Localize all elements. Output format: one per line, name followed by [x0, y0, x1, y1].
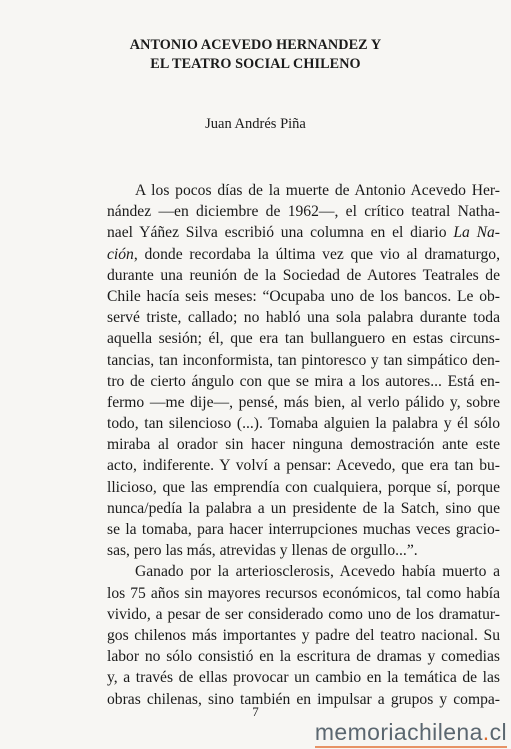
text-line-part: , donde recordaba la última vez que vio al dramaturgo,: [133, 245, 500, 263]
newspaper-name-italic: La Na-: [453, 224, 500, 242]
text-line: tancias, tan inconformista, tan pintoresco y tan simpático den-: [107, 351, 500, 369]
watermark-underline: [315, 746, 507, 748]
text-line: miraba al orador sin hacer ninguna demostración ante este: [107, 436, 500, 454]
chapter-title-line-1: ANTONIO ACEVEDO HERNANDEZ Y: [129, 37, 382, 53]
text-line: durante una reunión de la Sociedad de Autores Teatrales de: [107, 266, 500, 284]
text-line-with-italic: [107, 244, 500, 265]
chapter-title: [0, 36, 511, 74]
text-line: obras chilenas, sino también en impulsar a grupos y compa-: [107, 690, 500, 708]
watermark-logo: [315, 719, 507, 746]
text-line: A los pocos días de la muerte de Antonio Acevedo Her-: [135, 182, 500, 199]
watermark-domain: cl: [489, 719, 507, 745]
text-line: y, a través de ellas provocar un cambio en la temática de las: [107, 669, 500, 687]
watermark-text: memoriachilena: [314, 719, 483, 745]
chapter-title-line-2: EL TEATRO SOCIAL CHILENO: [150, 56, 361, 72]
watermark-dot: .: [482, 719, 490, 745]
text-line: nunca/pedía la palabra a un presidente de la Satch, sino que: [107, 499, 500, 517]
text-line: Chile hacía seis meses: “Ocupaba uno de los bancos. Le ob-: [107, 287, 500, 305]
body-text: [107, 180, 500, 710]
text-line: acto, indiferente. Y volví a pensar: Acevedo, que era tan bu-: [107, 457, 500, 475]
text-line: nández —en diciembre de 1962—, el crítico teatral Natha-: [107, 203, 500, 221]
text-line: todo, tan silencioso (...). Tomaba alguien la palabra y él sólo: [107, 415, 500, 433]
text-line: fermo —me dije—, pensé, más bien, al verlo pálido y, sobre: [107, 393, 500, 411]
text-line: vivido, a pesar de ser considerado como uno de los dramatur-: [107, 605, 500, 623]
text-line: los 75 años sin mayores recursos económicos, tal como había: [107, 584, 500, 602]
text-line: Ganado por la arteriosclerosis, Acevedo había muerto a: [135, 563, 500, 581]
text-line: sas, pero las más, atrevidas y llenas de orgullo...”.: [107, 542, 418, 560]
page-number: 7: [252, 704, 259, 719]
text-line: gos chilenos más importantes y padre del teatro nacional. Su: [107, 626, 500, 644]
text-line: servé triste, callado; no habló una sola palabra durante toda: [107, 309, 500, 327]
newspaper-name-italic-cont: ción: [107, 245, 134, 263]
author-name: Juan Andrés Piña: [205, 116, 306, 132]
text-line: se la tomaba, para hacer interrupciones muchas veces gracio-: [107, 521, 500, 538]
text-line: aquella sesión; él, que era tan bullanguero en estas circuns-: [107, 330, 500, 348]
text-line: labor no sólo consistió en la escritura de dramas y comedias: [107, 648, 500, 666]
text-line-with-italic: [107, 222, 500, 243]
text-line: llicioso, que las emprendía con cualquiera, porque sí, porque: [107, 478, 500, 496]
text-line-part: nael Yáñez Silva escribió una columna en el diario: [107, 224, 454, 242]
text-line: tro de cierto ángulo con que se mira a los autores... Está en-: [107, 372, 500, 390]
